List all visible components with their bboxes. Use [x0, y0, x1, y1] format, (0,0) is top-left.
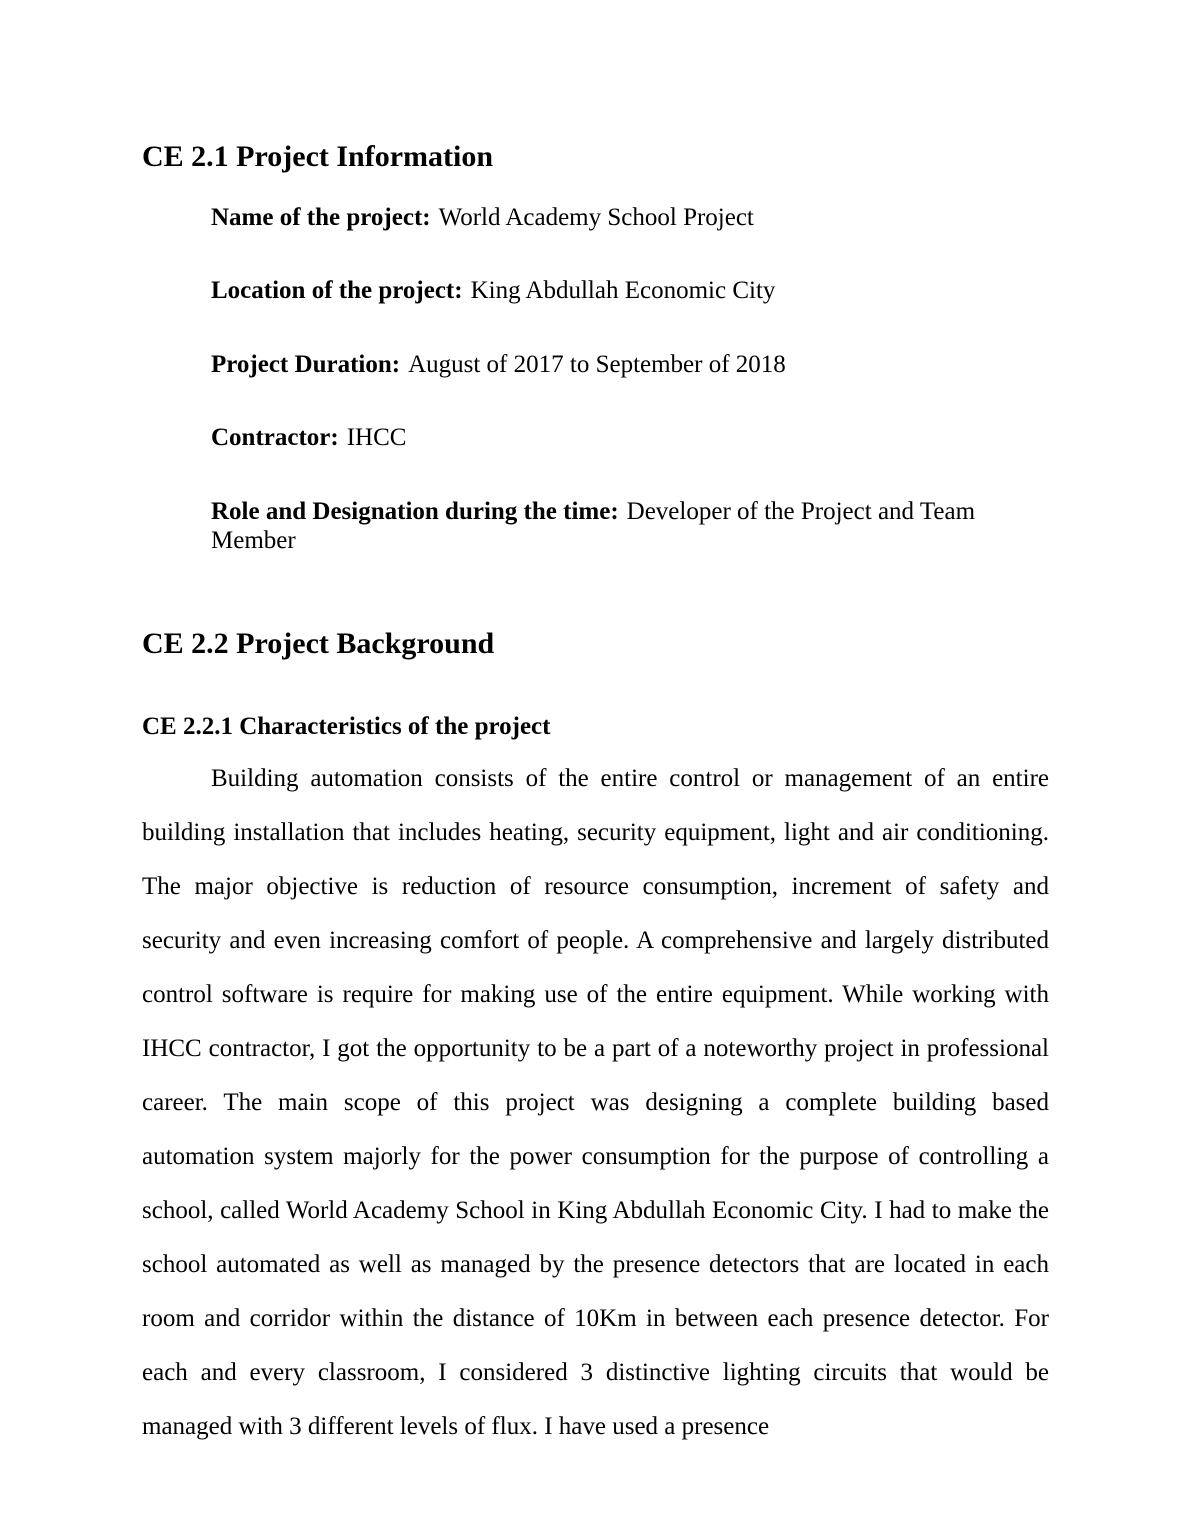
field-role-designation-value: Developer of the Project and Team Member: [211, 497, 976, 554]
field-project-name: [211, 203, 1049, 233]
subsection-heading-characteristics: CE 2.2.1 Characteristics of the project: [142, 713, 551, 740]
field-contractor: [211, 423, 1049, 453]
project-information-fields: [142, 203, 1049, 556]
field-contractor-value: IHCC: [346, 424, 407, 451]
field-role-designation-label: Role and Designation during the time:: [211, 497, 619, 525]
field-project-duration-label: Project Duration:: [211, 350, 401, 378]
field-project-duration-value: August of 2017 to September of 2018: [408, 350, 786, 378]
field-contractor-label: Contractor:: [211, 424, 339, 451]
section-heading-project-information: CE 2.1 Project Information: [142, 140, 494, 173]
characteristics-paragraph: Building automation consists of the entire control or management of an entire building installation that includes heating, security equipment, light and air conditioning. The major objective is reduction of resource consumption, increment of safety and security and even increasing comfort of people. A comprehensive and largely distributed control software is require for making use of the entire equipment. While working with IHCC contractor, I got the opportunity to be a part of a noteworthy project in professional career. The main scope of this project was designing a complete building based automation system majorly for the power consumption for the purpose of controlling a school, called World Academy School in King Abdullah Economic City. I had to make the school automated as well as managed by the presence detectors that are located in each room and corridor within the distance of 10Km in between each presence detector. For each and every classroom, I considered 3 distinctive lighting circuits that would be managed with 3 different levels of flux. I have used a presence: [142, 764, 1049, 1440]
field-project-name-value: World Academy School Project: [438, 203, 754, 231]
field-project-location: [211, 276, 1049, 306]
field-role-designation: [211, 497, 1049, 556]
field-project-location-value: King Abdullah Economic City: [470, 277, 776, 304]
field-project-location-label: Location of the project:: [211, 277, 463, 304]
field-project-name-label: Name of the project:: [211, 203, 431, 231]
section-heading-project-background: CE 2.2 Project Background: [142, 626, 495, 660]
field-project-duration: [211, 350, 1049, 380]
